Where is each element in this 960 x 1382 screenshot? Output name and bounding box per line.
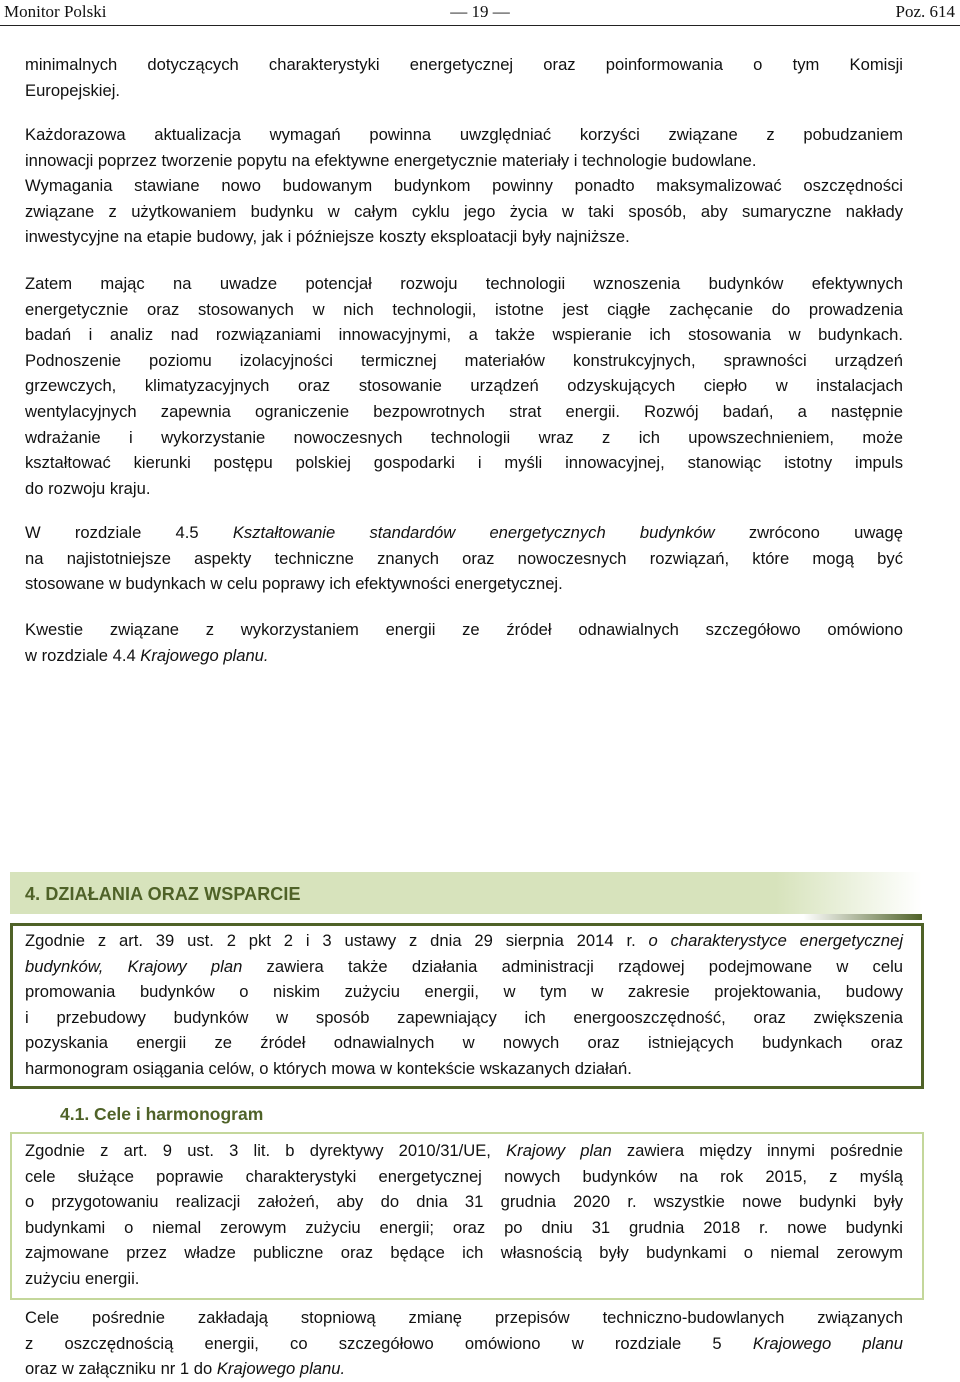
text-line: Podnoszenie poziomu izolacyjności termicznej materiałów konstrukcyjnych, sprawności urządzeń (25, 350, 903, 370)
text-line: budynkami o niemal zerowym zużyciu energii; oraz po dniu 31 grudnia 2018 r. nowe budynki (25, 1217, 903, 1237)
text-line: na najistotniejsze aspekty techniczne znanych oraz nowoczesnych rozwiązań, które mogą być (25, 548, 903, 568)
text-line: wentylacyjnych zapewnia ograniczenie bezpowrotnych strat energii. Rozwój badań, a następnie (25, 401, 903, 421)
text-line (25, 520, 903, 546)
paragraph-2 (25, 122, 903, 250)
text-run: z oszczędnością energii, co szczegółowo omówiono w rozdziale 5 (25, 1333, 753, 1353)
text-line (25, 1138, 903, 1164)
page-header (0, 0, 960, 26)
section-4-1-paragraph (25, 1138, 903, 1292)
text-run: zawiera także działania administracji rządowej podejmowane w celu (242, 956, 904, 976)
text-line: Cele pośrednie zakładają stopniową zmianę przepisów techniczno-budowlanych związanych (25, 1308, 903, 1327)
text-line: Europejskiej. (25, 80, 121, 100)
text-line: Zatem mając na uwadze potencjał rozwoju technologii wznoszenia budynków efektywnych (25, 274, 903, 293)
act-title-italic: o charakterystyce energetycznej (648, 931, 904, 950)
text-line: grzewczych, klimatyzacyjnych oraz stosowanie urządzeń odzyskujących ciepło w instalacjach (25, 376, 903, 396)
subsection-heading: 4.1. Cele i harmonogram (60, 1104, 264, 1124)
text-line: zajmowane przez władze publiczne oraz będące ich własnością były budynkami o niemal zerowym (25, 1243, 903, 1263)
text-line: wdrażanie i wykorzystanie nowoczesnych technologii wraz z ich upowszechnieniem, może (25, 427, 903, 447)
paragraph-3 (25, 271, 903, 501)
text-run: Zgodnie z art. 39 ust. 2 pkt 2 i 3 ustawy z dnia 29 sierpnia 2014 r. (25, 931, 649, 950)
act-title-italic: budynków, Krajowy plan (25, 956, 243, 976)
position-number: Poz. 614 (895, 2, 955, 21)
plan-name-italic: Krajowego planu. (140, 645, 269, 665)
header-rule (0, 25, 960, 26)
plan-name-italic: Krajowego planu (752, 1333, 903, 1353)
text-run: zawiera między innymi pośrednie (611, 1141, 903, 1160)
publication-name: Monitor Polski (4, 2, 107, 21)
paragraph-5 (25, 617, 903, 668)
text-line (25, 928, 903, 954)
text-line: inwestycyjne na etapie budowy, jak i późniejsze koszty eksploatacji były najniższe. (25, 227, 630, 247)
page-number: — 19 — (450, 2, 510, 21)
section-4-paragraph (25, 928, 903, 1082)
text-line: Kwestie związane z wykorzystaniem energii ze źródeł odnawialnych szczegółowo omówiono (25, 620, 903, 639)
chapter-title-italic: Kształtowanie standardów energetycznych budynków (232, 523, 715, 542)
text-line: do rozwoju kraju. (25, 478, 151, 498)
text-line: minimalnych dotyczących charakterystyki energetycznej oraz poinformowania o tym Komisji (25, 55, 903, 74)
text-line: zużyciu energii. (25, 1268, 140, 1288)
text-line: badań i analiz nad rozwiązaniami innowacyjnymi, a także wspieranie ich stosowania w budynkach. (25, 325, 903, 345)
text-line (25, 643, 903, 669)
text-line: kształtować kierunki postępu polskiej gospodarki i myśli innowacyjnej, stanowiąc istotny impuls (25, 453, 903, 473)
text-run: zwrócono uwagę (714, 523, 903, 542)
text-line (25, 954, 903, 980)
text-line: pozyskania energii ze źródeł odnawialnych w nowych oraz istniejących budynkach oraz (25, 1033, 903, 1053)
paragraph-4 (25, 520, 903, 597)
text-line: energetycznie oraz stosowanych w nich technologii, istotne jest ciągłe zachęcanie do prowadzenia (25, 299, 903, 319)
text-line: innowacji poprzez tworzenie popytu na efektywne energetycznie materiały i technologie budowlane. (25, 150, 757, 170)
plan-name-italic: Krajowego planu. (216, 1359, 346, 1379)
text-line: harmonogram osiągania celów, o których mowa w kontekście wskazanych działań. (25, 1058, 632, 1078)
text-line: związane z użytkowaniem budynku w całym cyklu jego życia w taki sposób, aby sumaryczne nakłady (25, 201, 903, 221)
text-line: cele służące poprawie charakterystyki energetycznej nowych budynków na rok 2015, z myślą (25, 1166, 903, 1186)
text-line: promowania budynków o niskim zużyciu energii, w tym w zakresie projektowania, budowy (25, 982, 903, 1002)
section-heading: 4. DZIAŁANIA ORAZ WSPARCIE (25, 884, 301, 904)
text-line: Wymagania stawiane nowo budowanym budynkom powinny ponadto maksymalizować oszczędności (25, 176, 903, 196)
text-run: w rozdziale 4.4 (25, 645, 141, 665)
banner-stripe (10, 914, 922, 920)
plan-name-italic: Krajowy plan (506, 1141, 612, 1160)
text-line (25, 1331, 903, 1357)
text-line: Każdorazowa aktualizacja wymagań powinna uwzględniać korzyści związane z pobudzaniem (25, 125, 903, 144)
text-run: Zgodnie z art. 9 ust. 3 lit. b dyrektywy 2010/31/UE, (25, 1141, 507, 1160)
text-run: oraz w załączniku nr 1 do (25, 1359, 217, 1379)
text-line (25, 1356, 903, 1382)
text-line: stosowane w budynkach w celu poprawy ich efektywności energetycznej. (25, 574, 563, 594)
paragraph-6 (25, 1305, 903, 1382)
text-run: W rozdziale 4.5 (25, 523, 233, 542)
text-line: i przebudowy budynków w sposób zapewniający ich energooszczędność, oraz zwiększenia (25, 1007, 903, 1027)
paragraph-1 (25, 52, 903, 103)
text-line: o przygotowaniu realizacji założeń, aby do dnia 31 grudnia 2020 r. wszystkie nowe budynki były (25, 1192, 903, 1212)
